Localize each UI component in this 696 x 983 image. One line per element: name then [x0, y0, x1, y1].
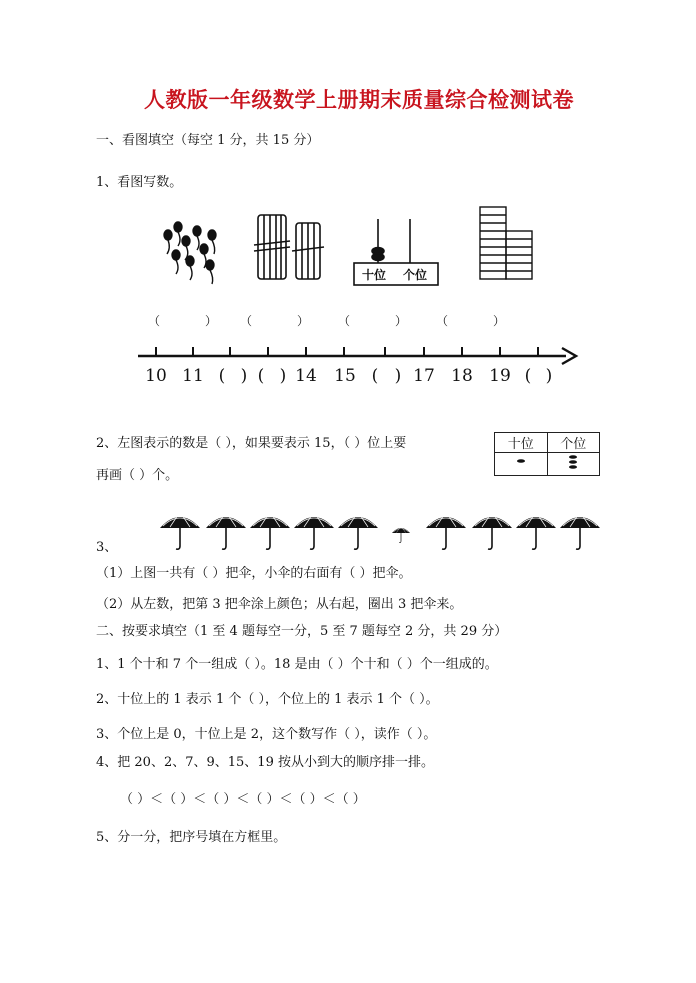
- section1-heading: 一、看图填空（每空 1 分，共 15 分）: [96, 133, 320, 148]
- tick-label-blank2-close: ): [279, 366, 287, 386]
- tick-label-18: 18: [451, 366, 473, 386]
- abacus-tens-label: 十位: [362, 268, 387, 282]
- abacus-ones-label: 个位: [403, 268, 428, 282]
- s2-q1: 1、1 个十和 7 个一组成（ ）。18 是由（ ）个十和（ ）个一组成的。: [96, 657, 498, 672]
- paren-close-2: ）: [297, 314, 310, 328]
- umbrellas-picture: [156, 506, 606, 554]
- table-header-ones: 个位: [547, 433, 600, 453]
- table-header-tens: 十位: [495, 433, 548, 453]
- s2-q4: 4、把 20、2、7、9、15、19 按从小到大的顺序排一排。: [96, 755, 434, 770]
- tick-label-17: 17: [413, 366, 435, 386]
- paren-open-3: （: [338, 314, 351, 328]
- page-title: 人教版一年级数学上册期末质量综合检测试卷: [144, 87, 574, 112]
- tadpoles-picture: [164, 222, 216, 284]
- tens-beads: [495, 453, 548, 476]
- q2-line1: 2、左图表示的数是（ ），如果要表示 15，（ ）位上要: [96, 436, 407, 451]
- tick-label-blank3-open: (: [371, 366, 379, 386]
- q3-line2: （2）从左数，把第 3 把伞涂上颜色；从右起，圈出 3 把伞来。: [96, 597, 463, 612]
- q3-line1: （1）上图一共有（ ）把伞，小伞的右面有（ ）把伞。: [96, 566, 412, 581]
- paren-open-4: （: [436, 314, 449, 328]
- q1-label: 1、看图写数。: [96, 175, 183, 190]
- place-value-table: [494, 432, 600, 476]
- tick-label-15: 15: [334, 366, 356, 386]
- s2-q5: 5、分一分，把序号填在方框里。: [96, 830, 287, 845]
- paren-close-4: ）: [493, 314, 506, 328]
- tick-label-blank1-close: ): [240, 366, 248, 386]
- stick-bundles-picture: [254, 215, 324, 279]
- s2-q2: 2、十位上的 1 表示 1 个（ ），个位上的 1 表示 1 个（ ）。: [96, 692, 439, 707]
- tick-label-blank2-open: (: [257, 366, 265, 386]
- paren-open-1: （: [148, 314, 161, 328]
- tick-label-11: 11: [182, 366, 204, 386]
- blocks-picture: [480, 207, 532, 279]
- tick-label-blank1-open: (: [218, 366, 226, 386]
- s2-q3: 3、个位上是 0，十位上是 2，这个数写作（ ），读作（ ）。: [96, 727, 437, 742]
- tick-label-blank4-open: (: [524, 366, 532, 386]
- s2-q4-order-blanks: （ ）＜（ ）＜（ ）＜（ ）＜（ ）＜（ ）: [120, 792, 366, 807]
- section2-heading: 二、按要求填空（1 至 4 题每空一分，5 至 7 题每空 2 分，共 29 分）: [96, 624, 508, 639]
- ones-bead-marks: [567, 453, 579, 471]
- tens-bead-mark: [515, 454, 527, 470]
- paren-open-2: （: [240, 314, 253, 328]
- q3-label: 3、: [96, 540, 118, 555]
- paren-close-3: ）: [395, 314, 408, 328]
- tick-label-blank3-close: ): [394, 366, 402, 386]
- tick-label-10: 10: [145, 366, 167, 386]
- tick-label-14: 14: [295, 366, 317, 386]
- q2-line2: 再画（ ）个。: [96, 468, 179, 483]
- q1-pictures: [150, 205, 560, 290]
- tick-label-19: 19: [489, 366, 511, 386]
- ones-beads: [547, 453, 600, 476]
- tick-label-blank4-close: ): [545, 366, 553, 386]
- paren-close-1: ）: [205, 314, 218, 328]
